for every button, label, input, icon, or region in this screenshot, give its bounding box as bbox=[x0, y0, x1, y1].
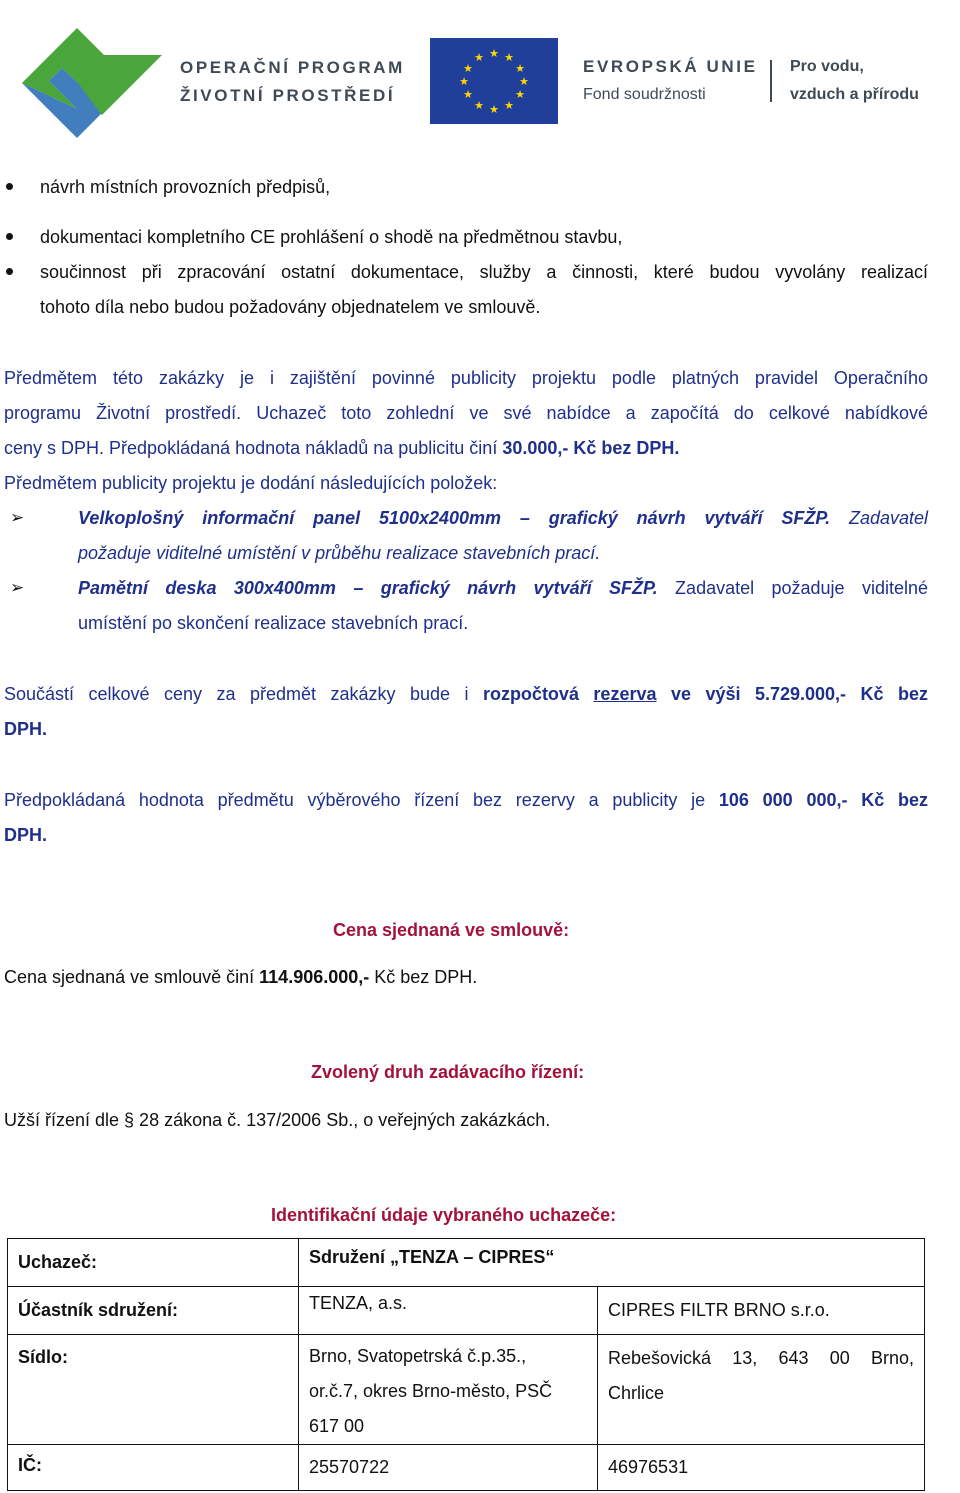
sidlo-label: Sídlo: bbox=[8, 1335, 299, 1445]
bullet-icon bbox=[6, 183, 13, 190]
page-header bbox=[0, 0, 960, 160]
ic-1: 25570722 bbox=[299, 1445, 598, 1491]
ic-label: IČ: bbox=[8, 1445, 299, 1491]
publicity-cost-value: 30.000,- Kč bez DPH. bbox=[502, 438, 680, 458]
procedure-text: Užší řízení dle § 28 zákona č. 137/2006 Sb., o veřejných zakázkách. bbox=[4, 1110, 551, 1130]
sidlo-1-line3: 617 00 bbox=[309, 1416, 365, 1436]
identification-heading: Identifikační údaje vybraného uchazeče: bbox=[271, 1205, 617, 1225]
procedure-heading: Zvolený druh zadávacího řízení: bbox=[311, 1062, 585, 1082]
publicity-line2 bbox=[4, 402, 928, 424]
publicity-item1 bbox=[78, 507, 928, 529]
publicity-item2-cont: umístění po skončení realizace stavebních prací. bbox=[78, 613, 469, 633]
sidlo-2-line2: Chrlice bbox=[608, 1383, 665, 1403]
ucastnik-2: CIPRES FILTR BRNO s.r.o. bbox=[598, 1287, 925, 1335]
eu-flag-icon bbox=[430, 38, 558, 124]
eu-title: EVROPSKÁ UNIE bbox=[583, 57, 758, 76]
reserve-bold2: rezerva bbox=[593, 684, 657, 704]
slogan-line2: vzduch a přírodu bbox=[790, 86, 919, 103]
svg-text:★: ★ bbox=[489, 103, 499, 116]
item2-title: Pamětní deska 300x400mm – grafický návrh vytváří SFŽP. bbox=[78, 578, 658, 598]
publicity-cost-text: ceny s DPH. Předpokládaná hodnota nákladů na publicitu činí bbox=[4, 438, 503, 458]
ucastnik-1: TENZA, a.s. bbox=[299, 1287, 598, 1335]
table-row bbox=[8, 1335, 925, 1445]
reserve-text: Součástí celkové ceny za předmět zakázky bude i bbox=[4, 684, 483, 704]
reserve-bold1: rozpočtová bbox=[482, 684, 579, 704]
price-value: 114.906.000,- bbox=[259, 967, 370, 987]
svg-text:★: ★ bbox=[474, 99, 484, 112]
price-suffix: Kč bez DPH. bbox=[369, 967, 478, 987]
slogan-line1: Pro vodu, bbox=[790, 58, 864, 75]
publicity-item1-cont: požaduje viditelné umístění v průběhu realizace stavebních prací. bbox=[78, 543, 601, 563]
estimated-line1 bbox=[4, 789, 928, 811]
svg-text:★: ★ bbox=[519, 75, 529, 88]
arrow-bullet-icon: ➢ bbox=[10, 578, 25, 597]
publicity-line3 bbox=[4, 437, 679, 459]
table-row bbox=[8, 1239, 925, 1287]
reserve-line1 bbox=[4, 683, 928, 705]
arrow-bullet-icon: ➢ bbox=[10, 508, 25, 527]
sidlo-2 bbox=[598, 1335, 925, 1445]
svg-text:★: ★ bbox=[515, 88, 525, 101]
estimated-text: Předpokládaná hodnota předmětu výběrového řízení bez rezervy a publicity je bbox=[4, 790, 719, 810]
winner-identification-table bbox=[7, 1238, 925, 1491]
reserve-line2: DPH. bbox=[4, 719, 48, 739]
ucastnik-label: Účastník sdružení: bbox=[8, 1287, 299, 1335]
item1-title: Velkoplošný informační panel 5100x2400mm – grafický návrh vytváří SFŽP. bbox=[78, 508, 831, 528]
publicity-program: programu Životní prostředí. bbox=[4, 403, 242, 423]
table-row bbox=[8, 1287, 925, 1335]
bullet-item: návrh místních provozních předpisů, bbox=[40, 177, 331, 197]
estimated-value: 106 000 000,- Kč bez bbox=[718, 790, 928, 810]
bullet-icon bbox=[6, 268, 13, 275]
ic-2: 46976531 bbox=[598, 1445, 925, 1491]
item1-rest: Zadavatel bbox=[830, 508, 928, 528]
publicity-line4: Předmětem publicity projektu je dodání následujících položek: bbox=[4, 473, 498, 493]
uchazec-value: Sdružení „TENZA – CIPRES“ bbox=[299, 1239, 925, 1287]
price-text: Cena sjednaná ve smlouvě činí bbox=[4, 967, 260, 987]
bullet-item: součinnost při zpracování ostatní dokumentace, služby a činnosti, které budou vyvolány realizací bbox=[40, 262, 928, 282]
svg-text:★: ★ bbox=[504, 51, 514, 64]
svg-text:★: ★ bbox=[515, 62, 525, 75]
svg-text:★: ★ bbox=[489, 47, 499, 60]
sidlo-1-line1: Brno, Svatopetrská č.p.35., bbox=[309, 1346, 527, 1366]
header-divider bbox=[770, 60, 772, 102]
bullet-item-continuation: tohoto díla nebo budou požadovány objednatelem ve smlouvě. bbox=[40, 297, 541, 317]
op-title-line1: OPERAČNÍ PROGRAM bbox=[180, 58, 405, 77]
publicity-item2 bbox=[78, 577, 928, 599]
eu-fund: Fond soudržnosti bbox=[583, 86, 706, 103]
op-zp-logo-icon bbox=[22, 28, 162, 138]
op-title-line2: ŽIVOTNÍ PROSTŘEDÍ bbox=[180, 86, 396, 105]
svg-text:★: ★ bbox=[463, 88, 473, 101]
sidlo-1 bbox=[299, 1335, 598, 1445]
uchazec-label: Uchazeč: bbox=[8, 1239, 299, 1287]
sidlo-2-line1: Rebešovická 13, 643 00 Brno, bbox=[608, 1348, 914, 1368]
svg-text:★: ★ bbox=[459, 75, 469, 88]
sidlo-1-line2: or.č.7, okres Brno-město, PSČ bbox=[309, 1381, 553, 1401]
reserve-value: ve výši 5.729.000,- Kč bez bbox=[670, 684, 928, 704]
publicity-line1: Předmětem této zakázky je i zajištění povinné publicity projektu podle platných pravidel Operačního bbox=[4, 368, 928, 388]
estimated-line2: DPH. bbox=[4, 825, 48, 845]
price-heading: Cena sjednaná ve smlouvě: bbox=[333, 920, 570, 940]
publicity-line2-rest: Uchazeč toto zohlední ve své nabídce a započítá do celkové nabídkové bbox=[241, 403, 928, 423]
price-line bbox=[4, 966, 477, 988]
svg-text:★: ★ bbox=[504, 99, 514, 112]
svg-text:★: ★ bbox=[474, 51, 484, 64]
table-row bbox=[8, 1445, 925, 1491]
svg-text:★: ★ bbox=[463, 62, 473, 75]
bullet-item: dokumentaci kompletního CE prohlášení o shodě na předmětnou stavbu, bbox=[40, 227, 623, 247]
bullet-icon bbox=[6, 233, 13, 240]
item2-rest: Zadavatel požaduje viditelné bbox=[657, 578, 928, 598]
